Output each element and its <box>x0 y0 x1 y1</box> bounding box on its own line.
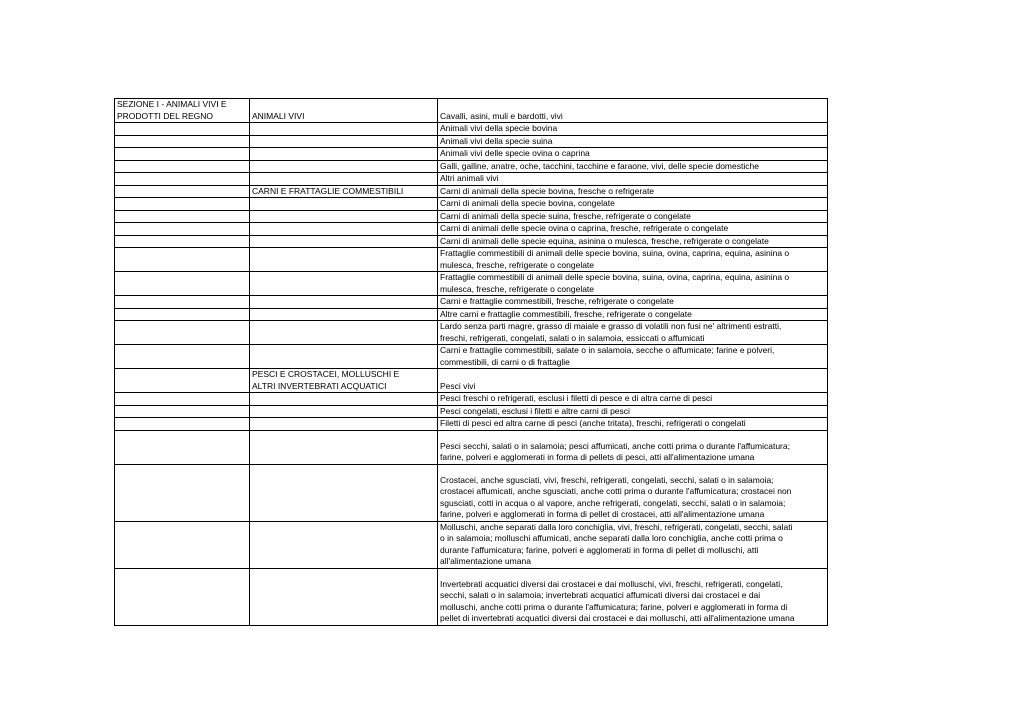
chapter-cell <box>250 430 438 464</box>
chapter-cell: PESCI E CROSTACEI, MOLLUSCHI E ALTRI INVERTEBRATI ACQUATICI <box>250 369 438 393</box>
description-cell: Carni di animali della specie bovina, fresche o refrigerate <box>438 185 828 198</box>
section-cell <box>115 430 250 464</box>
section-cell <box>115 568 250 625</box>
chapter-cell <box>250 235 438 248</box>
product-classification-table <box>114 98 828 626</box>
description-cell: Invertebrati acquatici diversi dai crostacei e dai molluschi, vivi, freschi, refrigerati, congelati, secchi, salati o in salamoia; invertebrati acquatici affumicati diversi dai crostacei e dai molluschi, anche cotti prima o durante l'affumicatura; farine, polveri e agglomerati in forma di pellet di invertebrati acquatici diversi dai crostacei e dai molluschi, atti all'alimentazione umana <box>438 568 828 625</box>
section-cell <box>115 521 250 568</box>
description-cell: Animali vivi delle specie ovina o caprina <box>438 148 828 161</box>
description-cell: Altri animali vivi <box>438 173 828 186</box>
description-cell: Animali vivi della specie suina <box>438 135 828 148</box>
section-cell <box>115 210 250 223</box>
section-cell: SEZIONE I - ANIMALI VIVI E PRODOTTI DEL REGNO <box>115 99 250 123</box>
description-cell: Carni e frattaglie commestibili, salate o in salamoia, secche o affumicate; farine e polveri, commestibili, di carni o di frattaglie <box>438 345 828 369</box>
section-cell <box>115 135 250 148</box>
table-row <box>115 418 828 431</box>
section-cell <box>115 405 250 418</box>
description-cell: Pesci vivi <box>438 369 828 393</box>
description-cell: Animali vivi della specie bovina <box>438 123 828 136</box>
chapter-cell <box>250 521 438 568</box>
chapter-cell <box>250 123 438 136</box>
section-cell <box>115 418 250 431</box>
section-cell <box>115 123 250 136</box>
section-cell <box>115 369 250 393</box>
chapter-cell <box>250 148 438 161</box>
description-cell: Frattaglie commestibili di animali delle specie bovina, suina, ovina, caprina, equina, asinina o mulesca, fresche, refrigerate o congelate <box>438 248 828 272</box>
description-cell: Crostacei, anche sgusciati, vivi, freschi, refrigerati, congelati, secchi, salati o in salamoia; crostacei affumicati, anche sgusciati, anche cotti prima o durante l'affumicatura; crostacei non sgusciati, cotti in acqua o al vapore, anche refrigerati, congelati, secchi, salati o in salamoia; farine, polveri e agglomerati in forma di pellet di crostacei, atti all'alimentazione umana <box>438 464 828 521</box>
description-cell: Carni di animali delle specie equina, asinina o mulesca, fresche, refrigerate o congelate <box>438 235 828 248</box>
chapter-cell <box>250 393 438 406</box>
table-row <box>115 148 828 161</box>
section-cell <box>115 223 250 236</box>
table-row <box>115 568 828 625</box>
chapter-cell <box>250 272 438 296</box>
description-cell: Pesci secchi, salati o in salamoia; pesci affumicati, anche cotti prima o durante l'affumicatura; farine, polveri e agglomerati in forma di pellets di pesci, atti all'alimentazione umana <box>438 430 828 464</box>
table-row <box>115 198 828 211</box>
description-cell: Altre carni e frattaglie commestibili, fresche, refrigerate o congelate <box>438 308 828 321</box>
table-row <box>115 123 828 136</box>
chapter-cell <box>250 296 438 309</box>
table-row <box>115 173 828 186</box>
chapter-cell <box>250 321 438 345</box>
chapter-cell <box>250 160 438 173</box>
chapter-cell <box>250 464 438 521</box>
section-cell <box>115 173 250 186</box>
table-row <box>115 369 828 393</box>
description-cell: Molluschi, anche separati dalla loro conchiglia, vivi, freschi, refrigerati, congelati, secchi, salati o in salamoia; molluschi affumicati, anche separati dalla loro conchiglia, anche cotti prima o durante l'affumicatura; farine, polveri e agglomerati in forma di pellet di molluschi, atti all'alimentazione umana <box>438 521 828 568</box>
table-row <box>115 223 828 236</box>
description-cell: Pesci congelati, esclusi i filetti e altre carni di pesci <box>438 405 828 418</box>
description-cell: Cavalli, asini, muli e bardotti, vivi <box>438 99 828 123</box>
chapter-cell <box>250 418 438 431</box>
section-cell <box>115 148 250 161</box>
chapter-cell <box>250 135 438 148</box>
table-row <box>115 235 828 248</box>
table-row <box>115 464 828 521</box>
table-row <box>115 248 828 272</box>
chapter-cell <box>250 568 438 625</box>
description-cell: Galli, galline, anatre, oche, tacchini, tacchine e faraone, vivi, delle specie domestiche <box>438 160 828 173</box>
section-cell <box>115 160 250 173</box>
table-row <box>115 345 828 369</box>
section-cell <box>115 464 250 521</box>
table-row <box>115 135 828 148</box>
chapter-cell <box>250 173 438 186</box>
section-cell <box>115 308 250 321</box>
table-row <box>115 321 828 345</box>
description-cell: Pesci freschi o refrigerati, esclusi i filetti di pesce e di altra carne di pesci <box>438 393 828 406</box>
chapter-cell <box>250 198 438 211</box>
table-row <box>115 99 828 123</box>
table-row <box>115 393 828 406</box>
section-cell <box>115 248 250 272</box>
description-cell: Carni di animali della specie bovina, congelate <box>438 198 828 211</box>
table-row <box>115 185 828 198</box>
table-row <box>115 296 828 309</box>
chapter-cell <box>250 223 438 236</box>
table-body <box>115 99 828 626</box>
section-cell <box>115 345 250 369</box>
section-cell <box>115 198 250 211</box>
section-cell <box>115 272 250 296</box>
description-cell: Carni e frattaglie commestibili, fresche, refrigerate o congelate <box>438 296 828 309</box>
table-row <box>115 308 828 321</box>
description-cell: Filetti di pesci ed altra carne di pesci (anche tritata), freschi, refrigerati o congelati <box>438 418 828 431</box>
section-cell <box>115 296 250 309</box>
section-cell <box>115 393 250 406</box>
description-cell: Carni di animali delle specie ovina o caprina, fresche, refrigerate o congelate <box>438 223 828 236</box>
table-row <box>115 210 828 223</box>
table-row <box>115 160 828 173</box>
table-row <box>115 272 828 296</box>
description-cell: Frattaglie commestibili di animali delle specie bovina, suina, ovina, caprina, equina, asinina o mulesca, fresche, refrigerate o congelate <box>438 272 828 296</box>
description-cell: Lardo senza parti magre, grasso di maiale e grasso di volatili non fusi ne' altrimenti estratti, freschi, refrigerati, congelati, salati o in salamoia, essiccati o affumicati <box>438 321 828 345</box>
section-cell <box>115 321 250 345</box>
section-cell <box>115 185 250 198</box>
table-row <box>115 405 828 418</box>
table-row <box>115 521 828 568</box>
chapter-cell <box>250 248 438 272</box>
table-row <box>115 430 828 464</box>
chapter-cell <box>250 405 438 418</box>
chapter-cell: ANIMALI VIVI <box>250 99 438 123</box>
chapter-cell <box>250 308 438 321</box>
description-cell: Carni di animali della specie suina, fresche, refrigerate o congelate <box>438 210 828 223</box>
chapter-cell: CARNI E FRATTAGLIE COMMESTIBILI <box>250 185 438 198</box>
section-cell <box>115 235 250 248</box>
chapter-cell <box>250 345 438 369</box>
chapter-cell <box>250 210 438 223</box>
